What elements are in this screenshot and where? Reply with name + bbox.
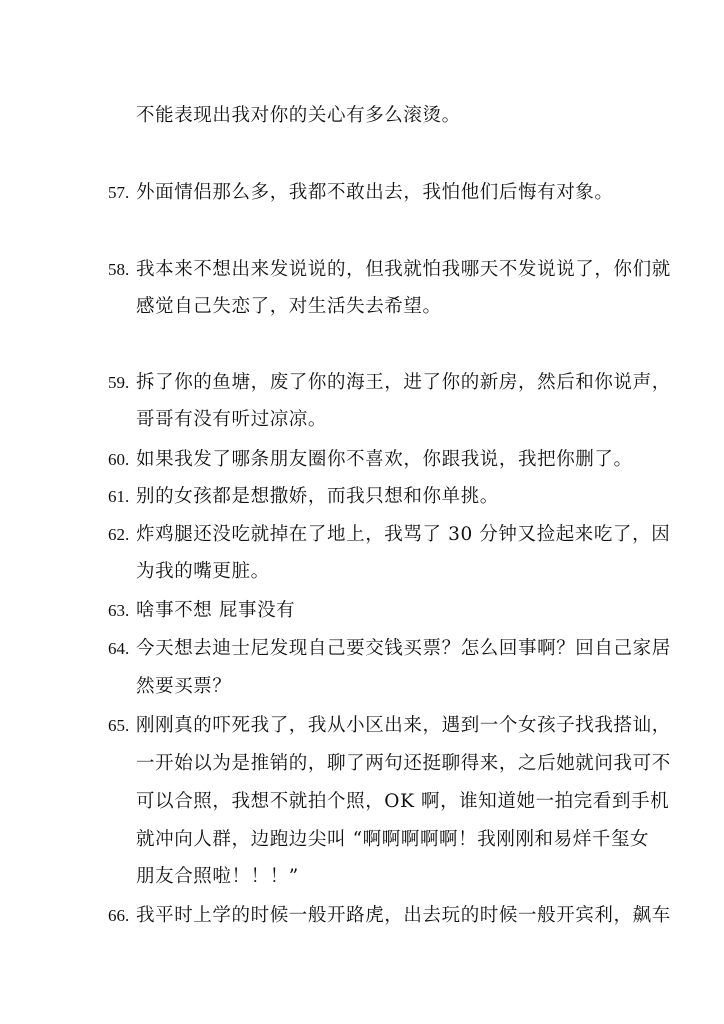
item-text-line: 感觉自己失恋了，对生活失去希望。 — [136, 296, 442, 317]
item-text-line: 我本来不想出来发说说的，但我就怕我哪天不发说说了，你们就 — [136, 259, 671, 280]
item-number: 58. — [108, 260, 130, 279]
item-text-line: 可以合照，我想不就拍个照，OK 啊，谁知道她一拍完看到手机 — [136, 791, 670, 812]
item-number: 57. — [108, 183, 130, 202]
item-text-line: 朋友合照啦！！！” — [136, 866, 299, 887]
item-number: 61. — [108, 487, 130, 506]
item-text-line: 不能表现出我对你的关心有多么滚烫。 — [136, 105, 461, 126]
item-text-line: 今天想去迪士尼发现自己要交钱买票？怎么回事啊？回自己家居 — [136, 638, 671, 659]
item-text-line: 拆了你的鱼塘，废了你的海王，进了你的新房，然后和你说声， — [136, 372, 671, 393]
item-number: 62. — [108, 525, 130, 544]
item-number: 66. — [108, 906, 130, 925]
item-text-line: 为我的嘴更脏。 — [136, 561, 270, 582]
item-text-line: 别的女孩都是想撒娇，而我只想和你单挑。 — [136, 486, 499, 507]
item-text-line: 哥哥有没有听过凉凉。 — [136, 409, 328, 430]
item-number: 65. — [108, 716, 130, 735]
item-text-line: 刚刚真的吓死我了，我从小区出来，遇到一个女孩子找我搭讪， — [136, 715, 671, 736]
item-text-line: 炸鸡腿还没吃就掉在了地上，我骂了 30 分钟又捡起来吃了，因 — [136, 524, 671, 545]
item-number: 60. — [108, 450, 130, 469]
item-text-line: 我平时上学的时候一般开路虎，出去玩的时候一般开宾利，飙车 — [136, 905, 671, 926]
item-text-line: 啥事不想 屁事没有 — [136, 600, 296, 621]
item-text-line: 就冲向人群，边跑边尖叫 “啊啊啊啊啊！我刚刚和易烊千玺女 — [136, 829, 650, 850]
item-text-line: 一开始以为是推销的，聊了两句还挺聊得来，之后她就问我可不 — [136, 753, 671, 774]
item-text-line: 如果我发了哪条朋友圈你不喜欢，你跟我说，我把你删了。 — [136, 449, 633, 470]
item-text-line: 外面情侣那么多，我都不敢出去，我怕他们后悔有对象。 — [136, 182, 614, 203]
item-text-line: 然要买票？ — [136, 676, 232, 697]
item-number: 59. — [108, 373, 130, 392]
item-number: 63. — [108, 601, 130, 620]
item-number: 64. — [108, 639, 130, 658]
